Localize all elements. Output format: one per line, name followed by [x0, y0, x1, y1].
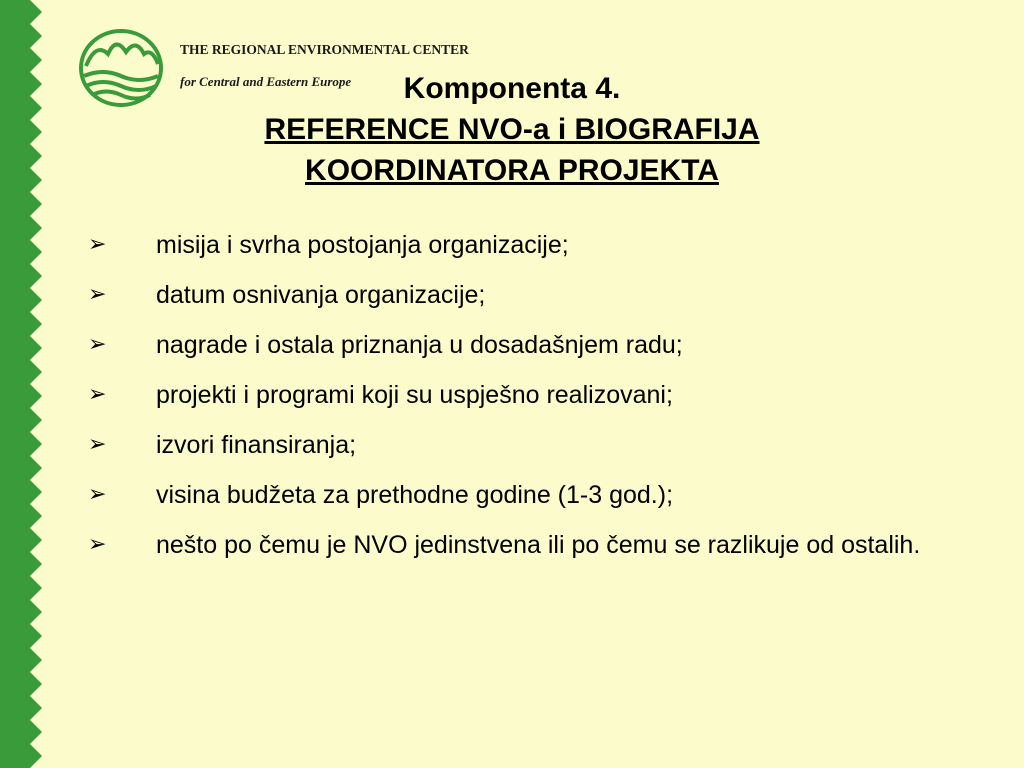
title-line-3: KOORDINATORA PROJEKTA [305, 154, 719, 187]
list-item-text: nagrade i ostala priznanja u dosadašnjem radu; [156, 331, 683, 359]
arrow-bullet-icon: ➢ [88, 232, 107, 257]
list-item [84, 328, 944, 362]
list-item [84, 478, 944, 512]
left-decorative-border [0, 0, 42, 768]
organization-name: THE REGIONAL ENVIRONMENTAL CENTER [180, 42, 469, 57]
list-item-text: datum osnivanja organizacije; [156, 281, 486, 309]
list-item [84, 278, 944, 312]
arrow-bullet-icon: ➢ [88, 382, 107, 407]
arrow-bullet-icon: ➢ [88, 282, 107, 307]
organization-subtitle: for Central and Eastern Europe [180, 74, 352, 89]
title-line-1: Komponenta 4. [403, 72, 621, 105]
list-item-text: visina budžeta za prethodne godine (1-3 god.); [156, 481, 674, 509]
list-item-text: misija i svrha postojanja organizacije; [156, 231, 569, 259]
list-item-text: nešto po čemu je NVO jedinstvena ili po čemu se razlikuje od ostalih. [156, 531, 921, 559]
list-item [84, 428, 944, 462]
title-line-2: REFERENCE NVO-a i BIOGRAFIJA [264, 113, 760, 146]
arrow-bullet-icon: ➢ [88, 532, 107, 557]
bullet-list [84, 228, 944, 578]
list-item-text: izvori finansiranja; [156, 431, 357, 459]
list-item [84, 378, 944, 412]
arrow-bullet-icon: ➢ [88, 432, 107, 457]
arrow-bullet-icon: ➢ [88, 482, 107, 507]
list-item-text: projekti i programi koji su uspješno realizovani; [156, 381, 673, 409]
arrow-bullet-icon: ➢ [88, 332, 107, 357]
slide-title [150, 68, 874, 191]
list-item [84, 228, 944, 262]
list-item [84, 528, 944, 562]
